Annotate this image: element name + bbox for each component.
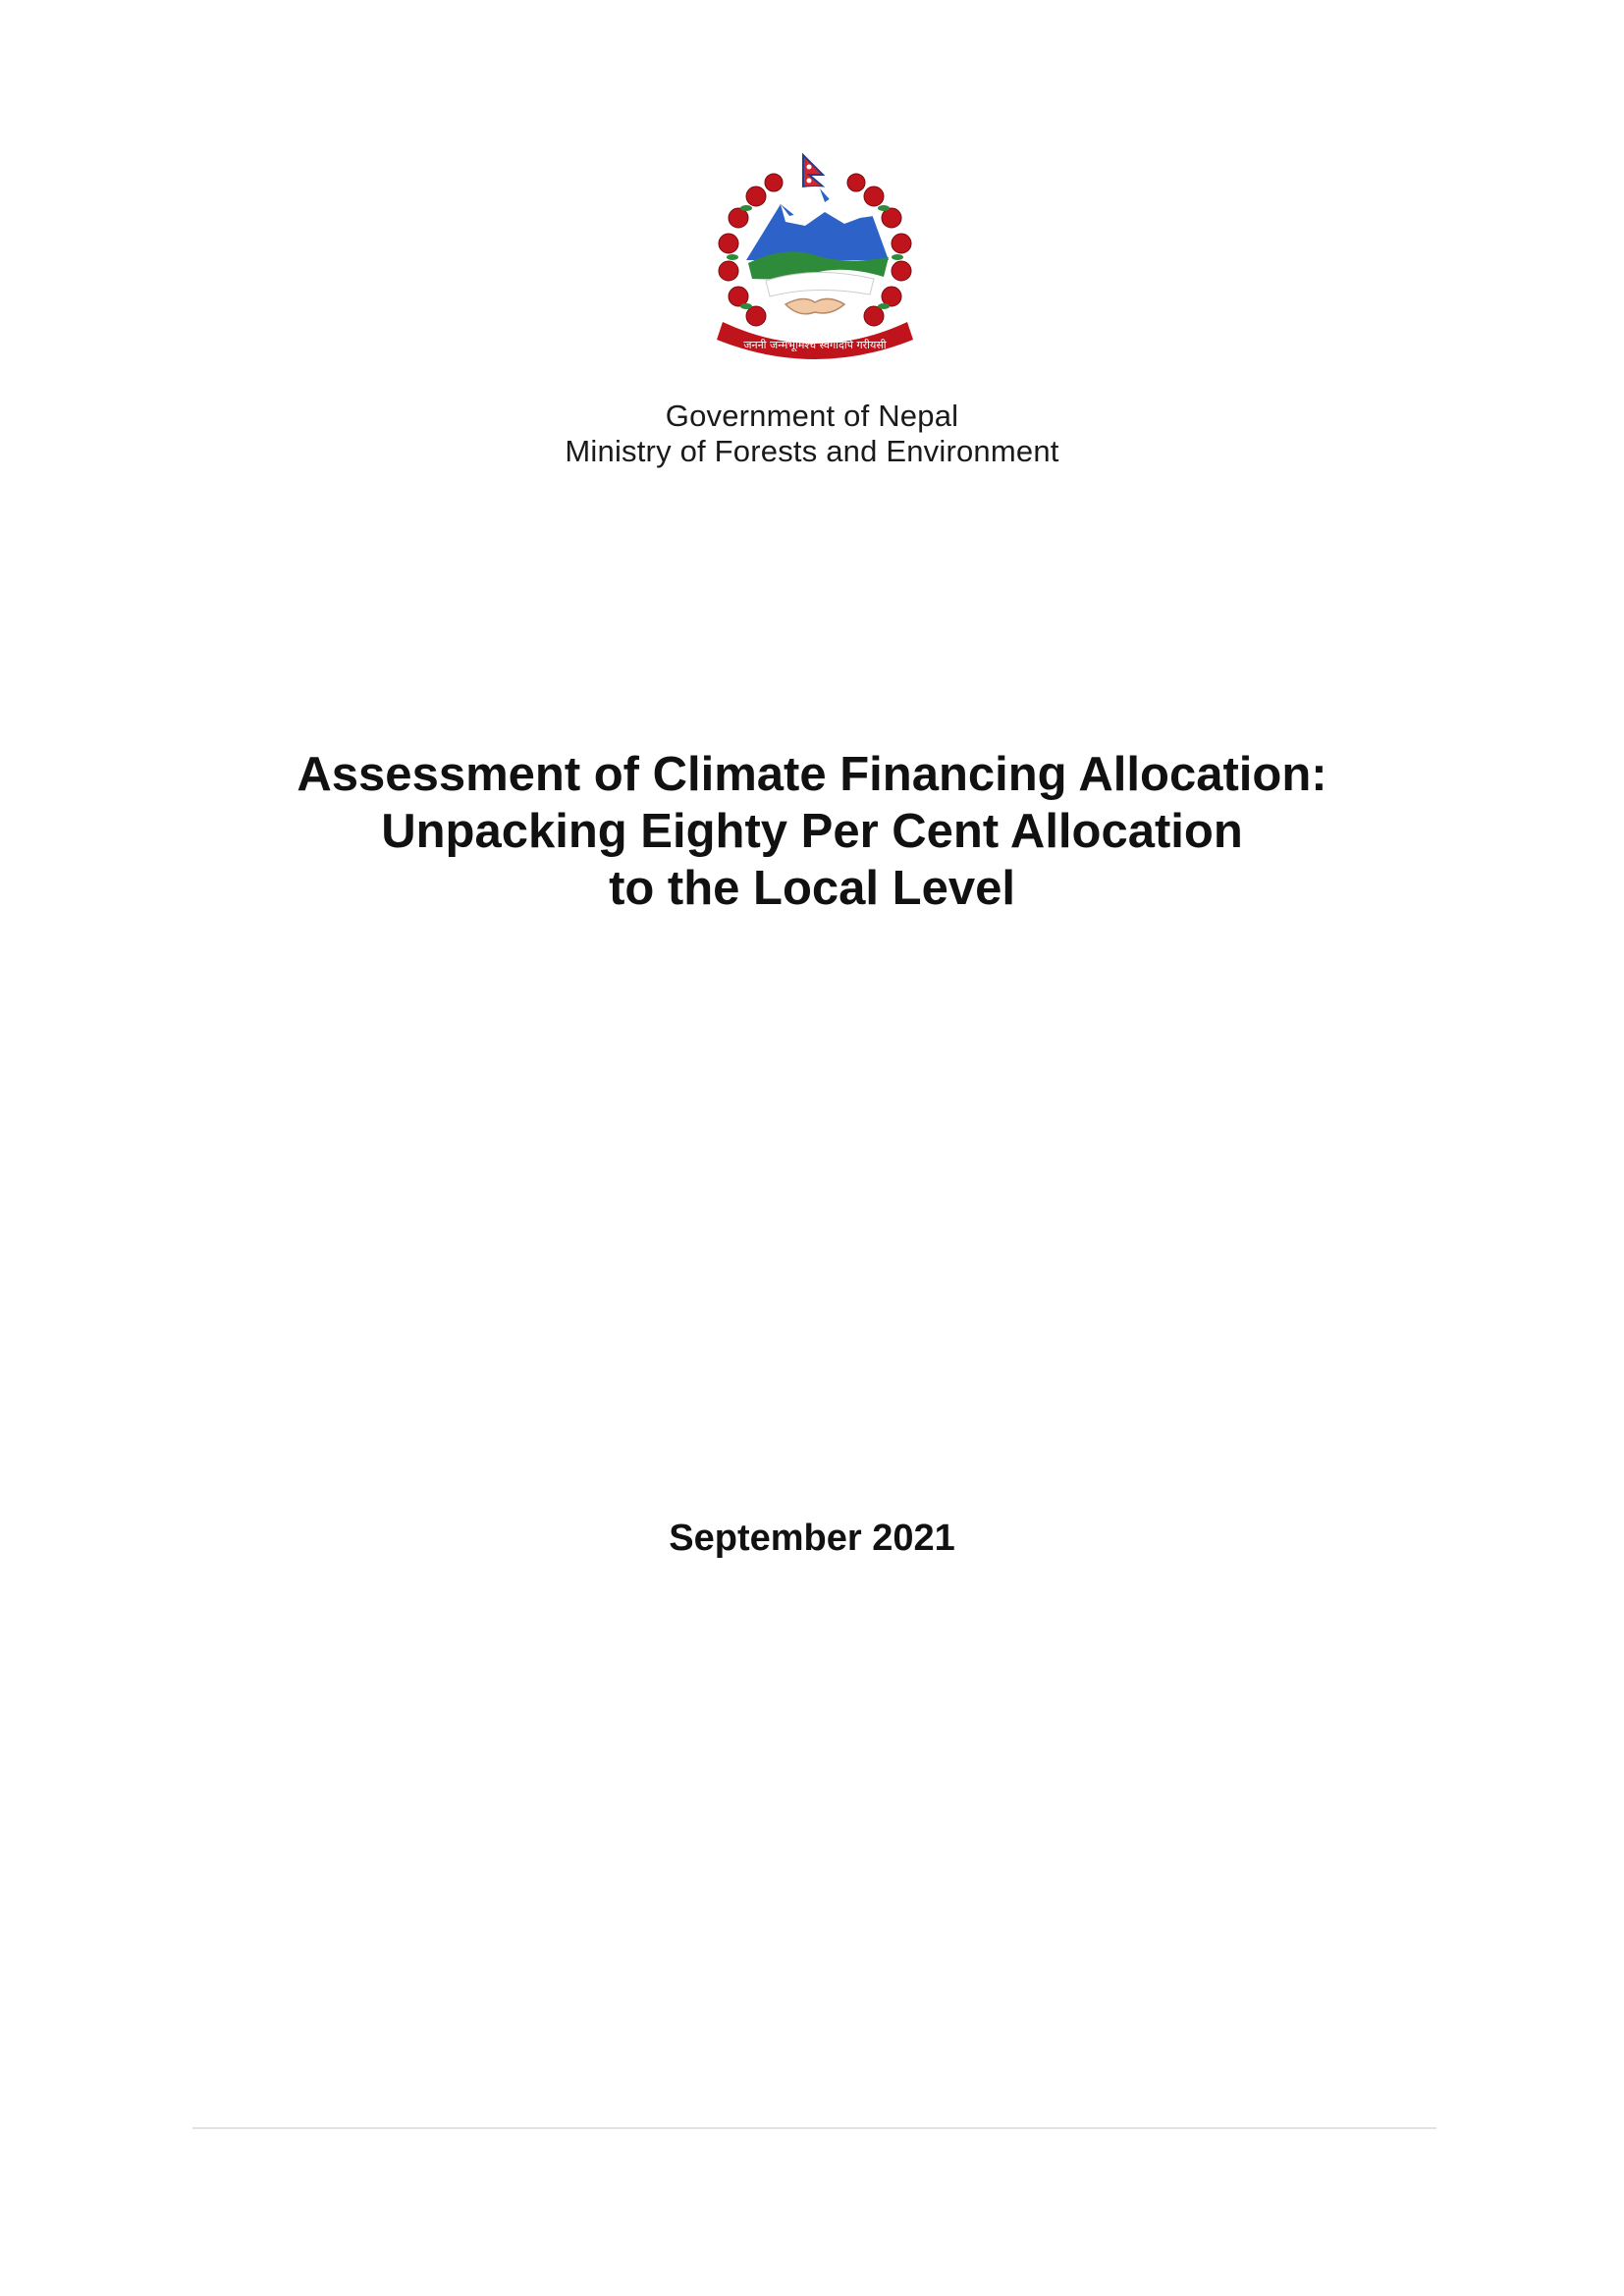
title-line-1: Assessment of Climate Financing Allocation: [297, 748, 1327, 801]
issuing-authority [0, 399, 1624, 469]
title-line-3: to the Local Level [609, 862, 1015, 915]
motto-text: जननी जन्मभूमिश्च स्वर्गादपि गरीयसी [743, 339, 887, 351]
title-line-2: Unpacking Eighty Per Cent Allocation [381, 805, 1243, 858]
government-name: Government of Nepal [665, 399, 959, 433]
flag-icon [803, 155, 823, 187]
nepal-coat-of-arms-icon [687, 147, 943, 373]
document-title [0, 746, 1624, 917]
ministry-name: Ministry of Forests and Environment [565, 434, 1059, 468]
footer-divider [192, 2127, 1436, 2129]
publication-date: September 2021 [669, 1518, 955, 1559]
